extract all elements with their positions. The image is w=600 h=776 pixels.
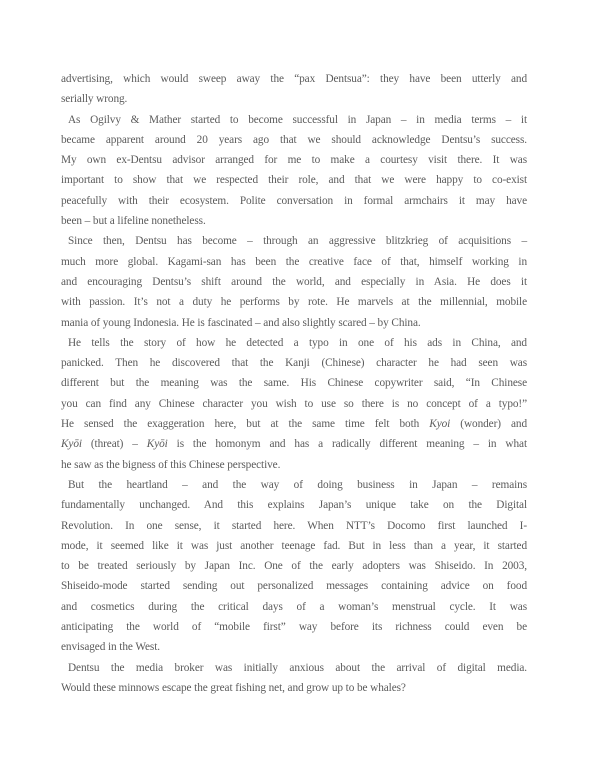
paragraph [61, 658, 527, 699]
text-run: My own ex-Dentsu advisor arranged for me to make a courtesy visit there. It was [61, 154, 527, 167]
italic-text-run: Kyōi [146, 438, 168, 451]
text-run: and encouraging Dentsu’s shift around the world, and especially in Asia. He does it [61, 275, 527, 288]
text-line [61, 394, 527, 414]
text-line [61, 373, 527, 393]
paragraph [61, 69, 527, 110]
text-line [61, 353, 527, 373]
text-line [61, 150, 527, 170]
text-run: much more global. Kagami-san has been the creative face of that, himself working in [61, 255, 527, 268]
text-run: He sensed the exaggeration here, but at the same time felt both [61, 418, 430, 431]
paragraph [61, 110, 527, 232]
text-run: important to show that we respected their role, and that we were happy to co-exist [61, 174, 527, 187]
text-line [61, 658, 527, 678]
text-line [61, 231, 527, 251]
text-run: As Ogilvy & Mather started to become successful in Japan – in media terms – it [68, 113, 527, 126]
text-line [61, 211, 527, 231]
text-line [61, 516, 527, 536]
text-run: panicked. Then he discovered that the Kanji (Chinese) character he had seen was [61, 357, 527, 370]
italic-text-run: Kyōi [61, 438, 82, 451]
text-line [61, 536, 527, 556]
text-run: Revolution. In one sense, it started here. When NTT’s Docomo first launched I- [61, 519, 527, 532]
text-run: peacefully with their ecosystem. Polite conversation in formal armchairs it may have [61, 194, 527, 207]
text-run: serially wrong. [61, 93, 128, 106]
text-line [61, 252, 527, 272]
text-run: (threat) – [81, 438, 147, 451]
text-line [61, 495, 527, 515]
paragraph [61, 475, 527, 658]
text-line [61, 617, 527, 637]
text-line [61, 170, 527, 190]
text-line [61, 637, 527, 657]
text-run: Would these minnows escape the great fishing net, and grow up to be whales? [61, 681, 406, 694]
text-line [61, 89, 527, 109]
text-run: Since then, Dentsu has become – through an aggressive blitzkrieg of acquisitions – [68, 235, 527, 248]
text-run: anticipating the world of “mobile first” way before its richness could even be [61, 621, 527, 634]
text-line [61, 69, 527, 89]
text-run: Shiseido-mode started sending out personalized messages containing advice on food [61, 580, 527, 593]
text-line [61, 678, 527, 698]
text-run: envisaged in the West. [61, 641, 160, 654]
text-line [61, 434, 527, 454]
text-line [61, 272, 527, 292]
text-run: to be treated seriously by Japan Inc. One of the early adopters was Shiseido. In 2003, [61, 560, 527, 573]
text-line [61, 475, 527, 495]
paragraph [61, 333, 527, 475]
text-run: mode, it seemed like it was just another teenage fad. But in less than a year, it started [61, 539, 527, 552]
text-line [61, 130, 527, 150]
text-line [61, 110, 527, 130]
text-line [61, 576, 527, 596]
text-run: But the heartland – and the way of doing business in Japan – remains [68, 478, 527, 491]
text-run: became apparent around 20 years ago that we should acknowledge Dentsu’s success. [61, 133, 527, 146]
text-line [61, 292, 527, 312]
text-run: He tells the story of how he detected a typo in one of his ads in China, and [68, 336, 527, 349]
text-run: advertising, which would sweep away the “pax Dentsua”: they have been utterly and [61, 73, 527, 85]
text-run: different but the meaning was the same. His Chinese copywriter said, “In Chinese [61, 377, 527, 390]
text-run: and cosmetics during the critical days of a woman’s menstrual cycle. It was [61, 600, 527, 613]
italic-text-run: Kyoi [429, 418, 451, 431]
text-run: mania of young Indonesia. He is fascinated – and also slightly scared – by China. [61, 316, 421, 329]
text-run: he saw as the bigness of this Chinese perspective. [61, 458, 281, 471]
page-text-block [61, 69, 527, 698]
text-line [61, 414, 527, 434]
text-run: (wonder) and [450, 418, 527, 431]
text-run: been – but a lifeline nonetheless. [61, 215, 206, 228]
text-run: you can find any Chinese character you wish to use so there is no concept of a typo!” [61, 397, 527, 410]
text-line [61, 597, 527, 617]
text-line [61, 313, 527, 333]
paragraph [61, 231, 527, 332]
text-line [61, 191, 527, 211]
text-run: Dentsu the media broker was initially anxious about the arrival of digital media. [68, 661, 527, 674]
text-line [61, 455, 527, 475]
text-run: with passion. It’s not a duty he performs by rote. He marvels at the millennial, mobile [61, 296, 527, 309]
text-line [61, 333, 527, 353]
text-run: is the homonym and has a radically different meaning – in what [167, 438, 527, 451]
text-line [61, 556, 527, 576]
text-run: fundamentally unchanged. And this explains Japan’s unique take on the Digital [61, 499, 527, 512]
